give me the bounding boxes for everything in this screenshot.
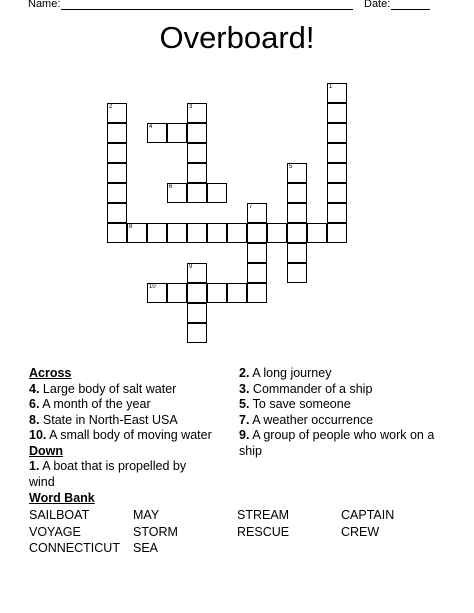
- clues-right: [239, 366, 439, 459]
- grid-cell[interactable]: [207, 223, 227, 243]
- grid-cell[interactable]: [187, 223, 207, 243]
- word-bank-heading: Word Bank: [29, 491, 95, 505]
- clue-text: Commander of a ship: [249, 381, 373, 396]
- grid-cell[interactable]: [287, 243, 307, 263]
- clue-text: A group of people who work on a ship: [239, 428, 435, 458]
- grid-cell[interactable]: [227, 283, 247, 303]
- word-bank-item: CAPTAIN: [341, 508, 395, 522]
- cell-number: 10: [149, 284, 156, 290]
- grid-cell[interactable]: [327, 123, 347, 143]
- clue-text: A small body of moving water: [46, 428, 212, 442]
- clue-number: 1.: [29, 459, 40, 473]
- grid-cell[interactable]: [187, 163, 207, 183]
- clue-number: 5.: [239, 397, 250, 411]
- grid-cell[interactable]: [147, 223, 167, 243]
- clue-number: 6.: [29, 397, 40, 411]
- cell-number: 8: [129, 224, 133, 230]
- grid-cell[interactable]: [187, 323, 207, 343]
- clue-text: Large body of salt water: [39, 381, 177, 396]
- grid-cell[interactable]: [227, 223, 247, 243]
- grid-cell[interactable]: [247, 283, 267, 303]
- across-clue: [29, 413, 239, 429]
- grid-cell[interactable]: [187, 123, 207, 143]
- down-heading: Down: [29, 443, 64, 458]
- puzzle-title: Overboard!: [159, 20, 315, 55]
- grid-cell[interactable]: [267, 223, 287, 243]
- grid-cell[interactable]: [207, 183, 227, 203]
- clue-text: A weather occurrence: [249, 412, 374, 427]
- clue-number: 2.: [239, 366, 250, 380]
- word-bank-item: SAILBOAT: [29, 508, 90, 522]
- name-label: Name:: [28, 0, 61, 10]
- cell-number: 3: [189, 104, 193, 110]
- clue-number: 7.: [239, 412, 250, 427]
- grid-cell[interactable]: [167, 123, 187, 143]
- grid-cell[interactable]: [247, 223, 267, 243]
- word-bank-item: STREAM: [237, 508, 290, 522]
- grid-cell[interactable]: [287, 223, 307, 243]
- cell-number: 6: [169, 184, 173, 190]
- grid-cell[interactable]: [107, 163, 127, 183]
- clue-number: 4.: [29, 381, 40, 396]
- grid-cell[interactable]: [187, 183, 207, 203]
- grid-cell[interactable]: [107, 183, 127, 203]
- clue-text: A long journey: [249, 366, 332, 380]
- grid-cell[interactable]: [327, 223, 347, 243]
- clues-left: [29, 366, 239, 490]
- word-bank-item: STORM: [133, 524, 178, 539]
- word-bank-item: RESCUE: [237, 524, 290, 539]
- grid-cell[interactable]: [327, 103, 347, 123]
- word-bank-item: SEA: [133, 541, 159, 555]
- down-clue: [239, 397, 439, 413]
- grid-cell[interactable]: [207, 283, 227, 303]
- clue-number: 3.: [239, 381, 250, 396]
- date-label: Date:: [364, 0, 391, 10]
- word-bank-item: MAY: [133, 508, 160, 522]
- clue-text: State in North-East USA: [39, 412, 178, 427]
- down-clue: [29, 459, 214, 490]
- down-clue: [239, 366, 439, 382]
- cell-number: 4: [149, 124, 153, 130]
- clue-number: 9.: [239, 428, 250, 442]
- grid-cell[interactable]: [327, 203, 347, 223]
- grid-cell[interactable]: [107, 143, 127, 163]
- grid-cell[interactable]: [287, 203, 307, 223]
- down-clue: [239, 382, 439, 398]
- grid-cell[interactable]: [327, 143, 347, 163]
- across-clue: [29, 428, 239, 444]
- across-heading: Across: [29, 366, 72, 380]
- grid-cell[interactable]: [327, 163, 347, 183]
- clue-number: 10.: [29, 428, 47, 442]
- grid-cell[interactable]: [287, 183, 307, 203]
- word-bank-item: CREW: [341, 524, 380, 539]
- grid-cell[interactable]: [287, 263, 307, 283]
- grid-cell[interactable]: [107, 223, 127, 243]
- grid-cell[interactable]: [167, 283, 187, 303]
- cell-number: 1: [329, 84, 333, 90]
- clue-text: A boat that is propelled by wind: [29, 459, 187, 489]
- clue-text: A month of the year: [39, 397, 151, 411]
- down-clue: [239, 428, 439, 459]
- down-clue: [239, 413, 439, 429]
- grid-cell[interactable]: [187, 143, 207, 163]
- cell-number: 5: [289, 164, 293, 170]
- grid-cell[interactable]: [247, 263, 267, 283]
- clue-text: To save someone: [249, 397, 351, 411]
- clue-number: 8.: [29, 412, 40, 427]
- grid-cell[interactable]: [167, 223, 187, 243]
- grid-cell[interactable]: [107, 203, 127, 223]
- cell-number: 7: [249, 204, 253, 210]
- word-bank-item: VOYAGE: [29, 524, 81, 539]
- grid-cell[interactable]: [247, 243, 267, 263]
- cell-number: 2: [109, 104, 113, 110]
- across-clue: [29, 397, 239, 413]
- across-clue: [29, 382, 239, 398]
- grid-cell[interactable]: [187, 283, 207, 303]
- grid-cell[interactable]: [107, 123, 127, 143]
- grid-cell[interactable]: [187, 303, 207, 323]
- grid-cell[interactable]: [327, 183, 347, 203]
- cell-number: 9: [189, 264, 193, 270]
- word-bank-item: CONNECTICUT: [29, 541, 120, 555]
- grid-cell[interactable]: [307, 223, 327, 243]
